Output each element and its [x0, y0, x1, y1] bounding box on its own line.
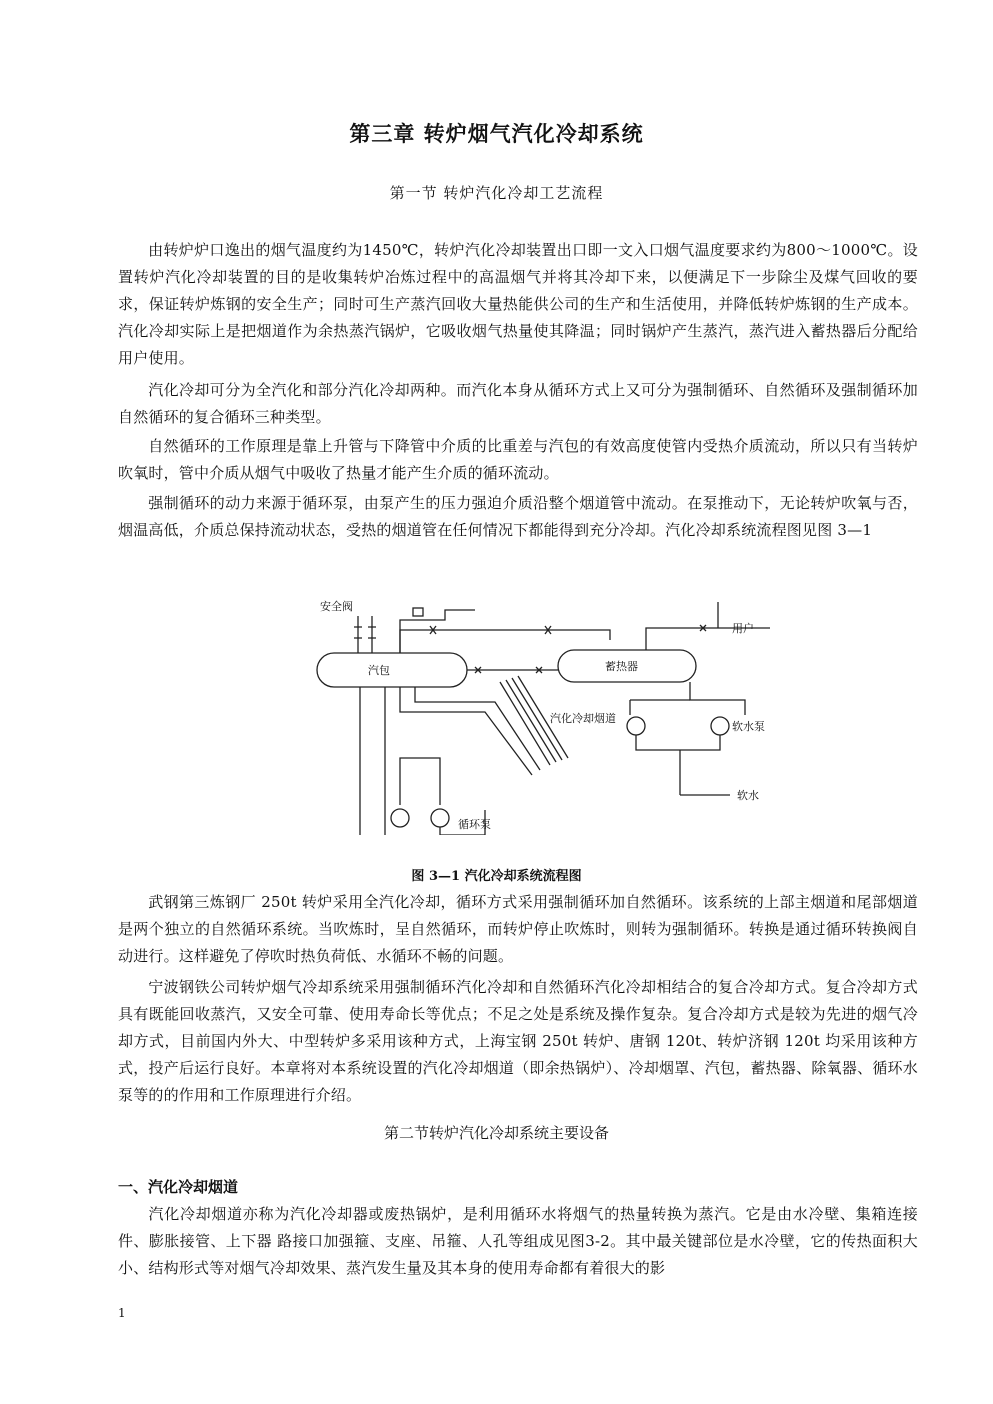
label-safety-valve: 安全阀 [320, 600, 353, 613]
circulation-pump-2 [431, 809, 449, 827]
label-user: 用户 [732, 622, 754, 635]
paragraph-2 [118, 377, 918, 431]
paragraph-5 [118, 889, 918, 970]
figure-caption: 图 3—1 汽化冷却系统流程图 [411, 869, 582, 884]
page-number: 1 [118, 1306, 126, 1320]
paragraph-2-text: 汽化冷却可分为全汽化和部分汽化冷却两种。而汽化本身从循环方式上又可分为强制循环、自然循环及强制循环加自然循环的复合循环三种类型。 [118, 381, 918, 426]
label-softwater-pump: 软水泵 [732, 720, 765, 733]
paragraph-6 [118, 974, 918, 1109]
steam-valve-box [413, 608, 423, 616]
section-title-1: 第一节 转炉汽化冷却工艺流程 [389, 184, 604, 202]
label-drum: 汽包 [368, 664, 390, 677]
paragraph-5-text: 武钢第三炼钢厂 250t 转炉采用全汽化冷却，循环方式采用强制循环加自然循环。该系统的上部主烟道和尾部烟道是两个独立的自然循环系统。当吹炼时，呈自然循环，而转炉停止吹炼时，则转为强制循环。转换是通过循环转换阀自动进行。这样避免了停吹时热负荷低、水循环不畅的问题。 [118, 893, 918, 965]
section-title-2: 第二节转炉汽化冷却系统主要设备 [383, 1124, 609, 1142]
paragraph-6-text: 宁波钢铁公司转炉烟气冷却系统采用强制循环汽化冷却和自然循环汽化冷却相结合的复合冷却方式。复合冷却方式具有既能回收蒸汽，又安全可靠、使用寿命长等优点；不足之处是系统及操作复杂。复合冷却方式是较为先进的烟气冷却方式，目前国内外大、中型转炉多采用该种方式，上海宝钢 250t 转炉、唐钢 120t、转炉济钢 120t 均采用该种方式，投产后运行良好。本章将对本系统设置的汽化冷却烟道（即余热锅炉）、冷却烟罩、汽包，蓄热器、除氧器、循环水泵等的的作用和工作原理进行介绍。 [118, 978, 918, 1104]
safety-valve-marks [354, 627, 376, 638]
flow-diagram [300, 590, 780, 835]
subsection-heading: 一、汽化冷却烟道 [118, 1178, 239, 1196]
paragraph-3-text: 自然循环的工作原理是靠上升管与下降管中介质的比重差与汽包的有效高度使管内受热介质流动，所以只有当转炉吹氧时，管中介质从烟气中吸收了热量才能产生介质的循环流动。 [118, 437, 918, 482]
paragraph-1 [118, 237, 918, 372]
paragraph-1-text: 由转炉炉口逸出的烟气温度约为1450℃，转炉汽化冷却装置出口即一文入口烟气温度要求约为800～1000℃。设置转炉汽化冷却装置的目的是收集转炉冶炼过程中的高温烟气并将其冷却下来，以便满足下一步除尘及煤气回收的要求，保证转炉炼钢的安全生产；同时可生产蒸汽回收大量热能供公司的生产和生活使用，并降低转炉炼钢的生产成本。汽化冷却实际上是把烟道作为余热蒸汽锅炉，它吸收烟气热量使其降温；同时锅炉产生蒸汽，蒸汽进入蓄热器后分配给用户使用。 [118, 241, 918, 367]
paragraph-7 [118, 1201, 918, 1282]
label-softwater: 软水 [737, 789, 759, 802]
paragraph-4 [118, 490, 918, 544]
label-circulation-pump: 循环泵 [458, 818, 491, 831]
circulation-pump-1 [391, 809, 409, 827]
drum-vessel [317, 653, 467, 687]
paragraph-7-text: 汽化冷却烟道亦称为汽化冷却器或废热锅炉，是利用循环水将烟气的热量转换为蒸汽。它是由水冷壁、集箱连接件、膨胀接管、上下器 路接口加强箍、支座、吊箍、人孔等组成见图3-2。其中最关键部位是水冷壁，它的传热面积大小、结构形式等对烟气冷却效果、蒸汽发生量及其本身的使用寿命都有着很大的影 [118, 1205, 918, 1277]
paragraph-3 [118, 433, 918, 487]
softwater-pump-2 [711, 717, 729, 735]
paragraph-4-text: 强制循环的动力来源于循环泵，由泵产生的压力强迫介质沿整个烟道管中流动。在泵推动下，无论转炉吹氧与否，烟温高低，介质总保持流动状态，受热的烟道管在任何情况下都能得到充分冷却。汽化冷却系统流程图见图 3—1 [118, 494, 918, 539]
softwater-pump-1 [627, 717, 645, 735]
label-flue: 汽化冷却烟道 [550, 712, 616, 725]
label-accumulator: 蓄热器 [605, 660, 638, 673]
chapter-title: 第三章 转炉烟气汽化冷却系统 [349, 121, 644, 146]
